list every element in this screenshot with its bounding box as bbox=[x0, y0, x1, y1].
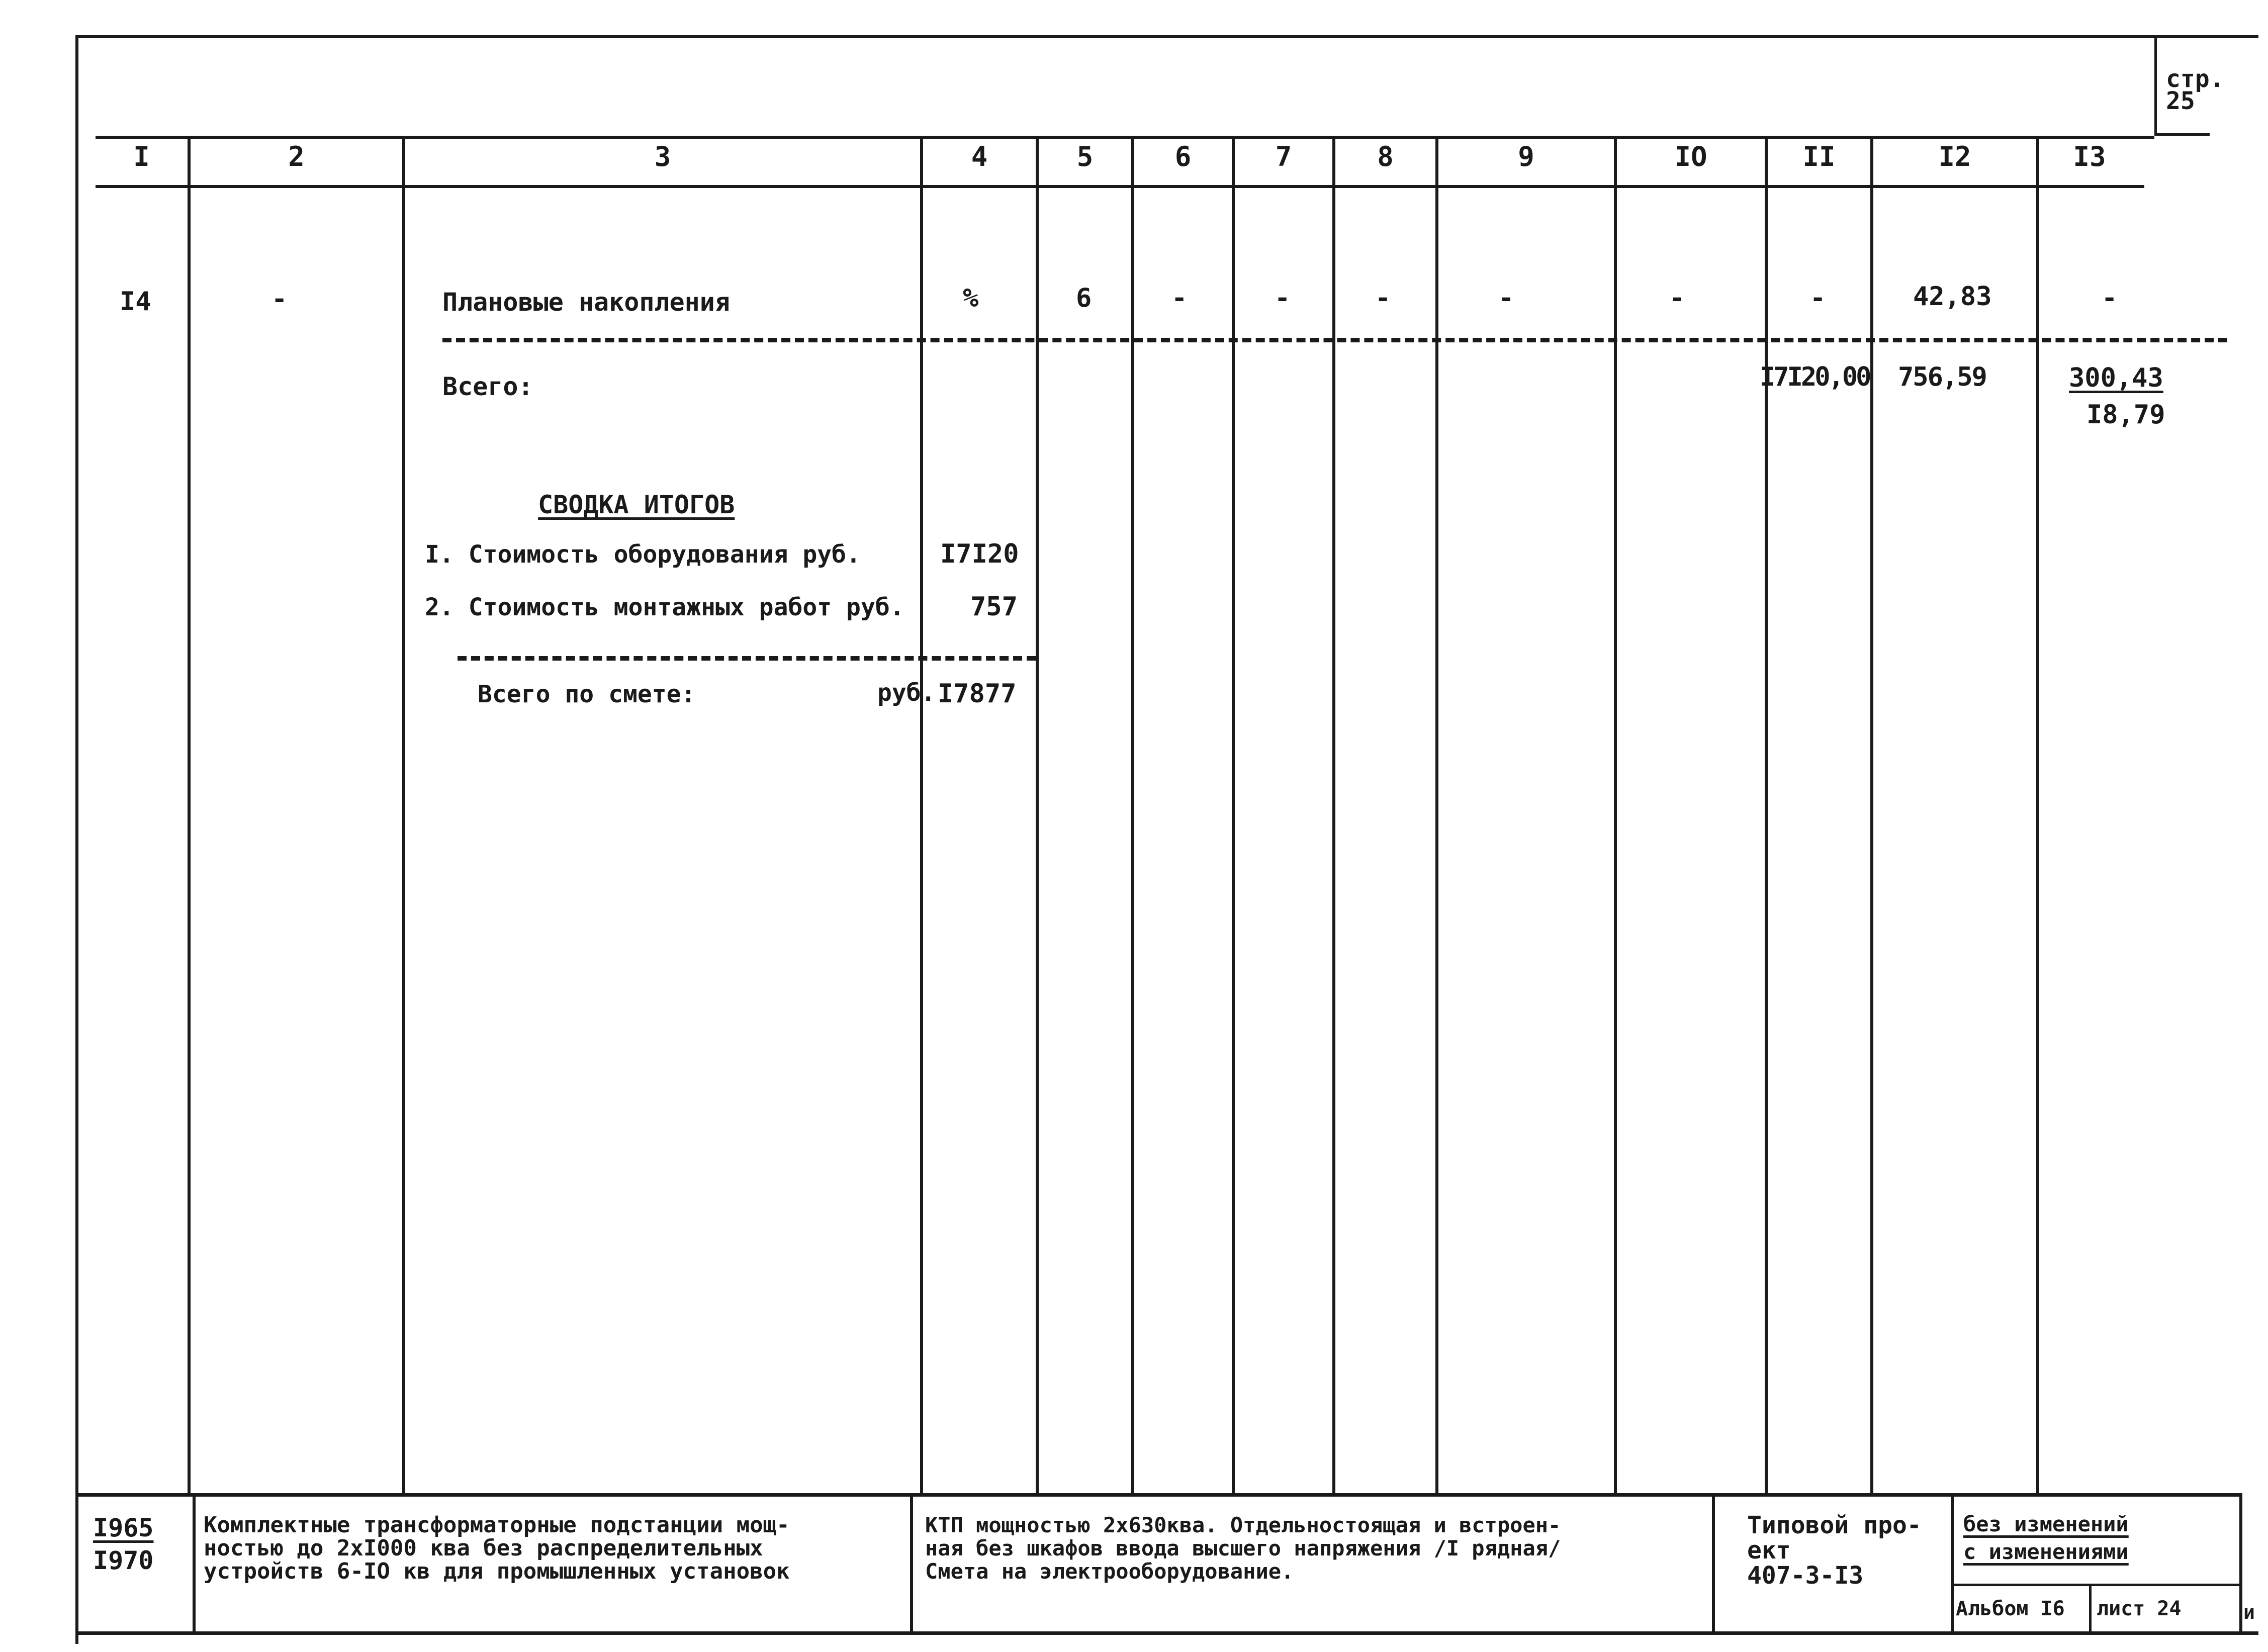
page-label: стр. 25 bbox=[2166, 65, 2224, 115]
row-separator-dashed bbox=[442, 338, 2227, 342]
col-header-9: 9 bbox=[1518, 141, 1534, 172]
titleblock-top-line bbox=[75, 1493, 2242, 1497]
total-col12: 756,59 bbox=[1898, 362, 1986, 392]
col-header-1: I bbox=[133, 141, 150, 172]
titleblock-album-line bbox=[1951, 1584, 2242, 1586]
frame-right-lower bbox=[2239, 1493, 2242, 1634]
summary-total-unit: руб. bbox=[877, 679, 936, 707]
row14-col6: - bbox=[1171, 283, 1188, 313]
desc-line-1: Комплектные трансформаторные подстанции мощ- bbox=[204, 1512, 790, 1538]
col-header-4: 4 bbox=[971, 141, 988, 172]
row14-col7: - bbox=[1275, 283, 1291, 313]
project-line-3: 407-3-I3 bbox=[1747, 1562, 1864, 1590]
row14-unit: % bbox=[963, 283, 979, 313]
object-line-3: Смета на электрооборудование. bbox=[925, 1559, 1294, 1584]
col-header-8: 8 bbox=[1377, 141, 1394, 172]
row14-col2: - bbox=[271, 284, 288, 314]
col-header-10: IO bbox=[1674, 141, 1707, 172]
titleblock-div-3 bbox=[1712, 1493, 1715, 1634]
frame-left bbox=[75, 35, 78, 1644]
project-line-2: ект bbox=[1747, 1536, 1791, 1565]
summary-total-value: I7877 bbox=[938, 679, 1017, 709]
row14-col11: - bbox=[1810, 283, 1826, 313]
status-with-changes: с изменениями bbox=[1963, 1539, 2129, 1564]
object-line-2: ная без шкафов ввода высшего напряжения /I рядная/ bbox=[925, 1536, 1561, 1561]
col-header-3: 3 bbox=[654, 141, 671, 172]
row14-name: Плановые накопления bbox=[442, 288, 730, 317]
sheet-number: лист 24 bbox=[2097, 1597, 2182, 1620]
summary-item1-value: I7I20 bbox=[940, 539, 1019, 569]
titleblock-div-4 bbox=[1951, 1493, 1954, 1634]
col-header-6: 6 bbox=[1174, 141, 1192, 172]
summary-item2-value: 757 bbox=[970, 592, 1018, 622]
desc-line-3: устройств 6-IO кв для промышленных установок bbox=[204, 1558, 790, 1584]
col-header-13: I3 bbox=[2073, 141, 2106, 172]
page-box-left bbox=[2154, 35, 2157, 136]
titleblock-div-1 bbox=[193, 1493, 196, 1634]
summary-item2-label: 2. Стоимость монтажных работ руб. bbox=[425, 593, 904, 621]
summary-item1-label: I. Стоимость оборудования руб. bbox=[425, 540, 861, 569]
row14-col10: - bbox=[1669, 283, 1685, 313]
total-col13-bottom: I8,79 bbox=[2086, 400, 2165, 430]
summary-title: СВОДКА ИТОГОВ bbox=[538, 490, 735, 519]
col-header-2: 2 bbox=[288, 141, 305, 172]
years-bottom: I970 bbox=[93, 1546, 154, 1575]
frame-top bbox=[75, 35, 2258, 38]
col-header-11: II bbox=[1802, 141, 1836, 172]
row14-col13: - bbox=[2102, 283, 2118, 313]
page-box-bottom bbox=[2154, 133, 2210, 136]
row14-num: I4 bbox=[120, 287, 151, 317]
sheet-suffix: и bbox=[2243, 1601, 2255, 1623]
row14-col9: - bbox=[1498, 283, 1514, 313]
object-line-1: КТП мощностью 2х630ква. Отдельностоящая и встроен- bbox=[925, 1513, 1561, 1537]
row14-qty: 6 bbox=[1076, 283, 1092, 313]
row14-col12: 42,83 bbox=[1913, 282, 1992, 312]
album-number: Альбом I6 bbox=[1956, 1597, 2065, 1620]
col-header-12: I2 bbox=[1938, 141, 1971, 172]
titleblock-div-2 bbox=[910, 1493, 913, 1634]
col-line-1 bbox=[188, 136, 191, 1493]
years-top: I965 bbox=[93, 1513, 154, 1542]
titleblock-album-div bbox=[2089, 1584, 2092, 1634]
total-col13-top: 300,43 bbox=[2069, 363, 2163, 393]
frame-bottom bbox=[75, 1631, 2258, 1635]
col-line-2 bbox=[402, 136, 405, 1493]
project-line-1: Типовой про- bbox=[1747, 1511, 1922, 1539]
total-label: Всего: bbox=[442, 372, 533, 401]
col-header-5: 5 bbox=[1076, 141, 1094, 172]
status-no-changes: без изменений bbox=[1963, 1512, 2129, 1536]
desc-line-2: ностью до 2хI000 ква без распределительных bbox=[204, 1535, 763, 1561]
row14-col8: - bbox=[1375, 283, 1391, 313]
col-header-7: 7 bbox=[1275, 141, 1292, 172]
summary-total-label: Всего по смете: bbox=[478, 680, 696, 708]
summary-separator-dashed bbox=[458, 656, 1036, 661]
total-col11: I7I20,00 bbox=[1760, 362, 1870, 392]
